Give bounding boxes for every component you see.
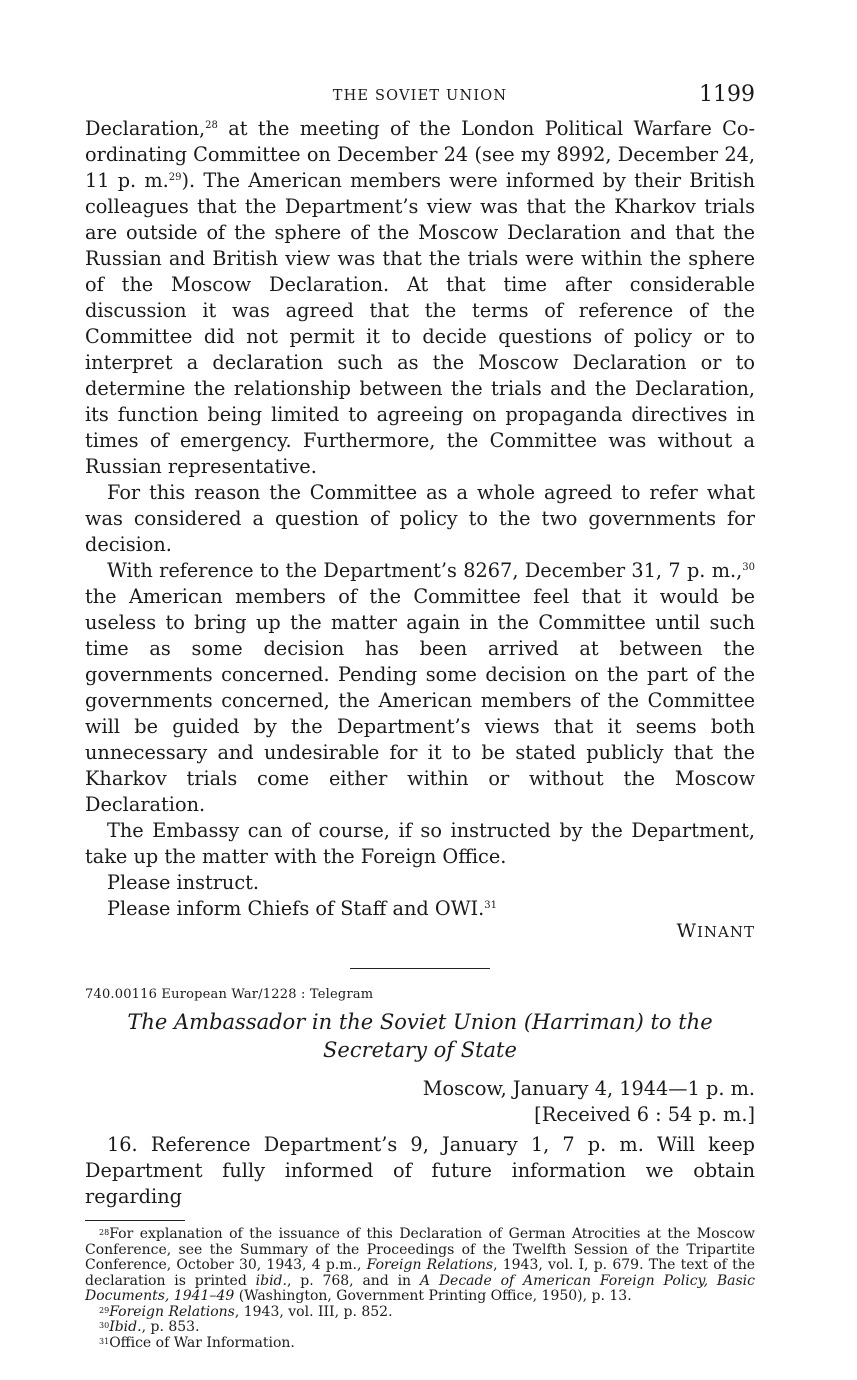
telegram-opening: 16. Reference Department’s 9, January 1, 7 p. m. Will keep Department fully informed of future information we obtain regarding: [85, 1133, 755, 1208]
running-head: [85, 80, 755, 116]
running-title: THE SOVIET UNION: [332, 88, 508, 104]
telegram-body: [85, 1132, 755, 1210]
footnote-30: $^{30}$Ibid., p. 853.: [99, 1319, 200, 1335]
footnotes: [85, 1227, 755, 1351]
footnote-ref-29[interactable]: 29: [168, 172, 182, 183]
footnote-29: $^{29}$Foreign Relations, 1943, vol. III, p. 852.: [99, 1303, 393, 1320]
file-reference: 740.00116 European War/1228 : Telegram: [85, 987, 374, 1002]
received-time: [Received 6 : 54 p. m.]: [534, 1103, 755, 1126]
dateline: Moscow, January 4, 1944—1 p. m.: [422, 1077, 755, 1100]
paragraph-1: Declaration,$^{28}$ at the meeting of the London Political Warfare Co-ordinating Committee on December 24 (see my 8992, December 24, 11 p. m.$^{29}$). The American members were informed by their British colleagues that the Department’s view was that the Kharkov trials are outside of the sphere of the Moscow Declaration and that the Russian and British view was that the trials were within the sphere of the Moscow Declaration. At that time after considerable discussion it was agreed that the terms of reference of the Committee did not permit it to decide questions of policy or to interpret a declaration such as the Moscow Declaration or to determine the relationship between the trials and the Declaration, its function being limited to agreeing on propaganda directives in times of emergency. Furthermore, the Committee was without a Russian representative.: [85, 117, 755, 478]
letter-body: [85, 116, 755, 922]
paragraph-2: For this reason the Committee as a whole agreed to refer what was considered a question of policy to the two governments for decision.: [85, 481, 755, 556]
section-divider: [350, 968, 490, 969]
footnote-ref-31[interactable]: 31: [484, 900, 497, 911]
paragraph-4: The Embassy can of course, if so instructed by the Department, take up the matter with the Foreign Office.: [85, 819, 755, 868]
paragraph-3: With reference to the Department’s 8267, December 31, 7 p. m.,$^{30}$ the American members of the Committee feel that it would be useless to bring up the matter again in the Committee until such time as some decision has been arrived at between the governments concerned. Pending some decision on the part of the governments concerned, the American members of the Committee will be guided by the Department’s views that it seems both unnecessary and undesirable for it to be stated publicly that the Kharkov trials come either within or without the Moscow Declaration.: [85, 559, 755, 816]
paragraph-5: Please instruct.: [107, 871, 260, 894]
page-number: 1199: [699, 82, 755, 107]
footnote-ref-30[interactable]: 30: [742, 562, 755, 573]
paragraph-6: Please inform Chiefs of Staff and OWI.$^{31}$: [107, 897, 497, 920]
footnote-divider: [85, 1220, 185, 1221]
footnote-31: $^{31}$Office of War Information.: [99, 1334, 295, 1351]
signature: WINANT: [676, 920, 755, 942]
document-page: [85, 80, 755, 1351]
footnote-28: $^{28}$For explanation of the issuance of this Declaration of German Atrocities at the Moscow Conference, see the Summary of the Proceedings of the Twelfth Session of the Tripartite Conference, October 30, 1943, 4 p.m., Foreign Relations, 1943, vol. I, p. 679. The text of the declaration is printed ibid., p. 768, and in A Decade of American Foreign Policy, Basic Documents, 1941–49 (Washington, Government Printing Office, 1950), p. 13.: [85, 1226, 755, 1304]
document-title: The Ambassador in the Soviet Union (Harriman) to the Secretary of State: [127, 1010, 713, 1062]
footnote-ref-28[interactable]: 28: [205, 120, 218, 131]
